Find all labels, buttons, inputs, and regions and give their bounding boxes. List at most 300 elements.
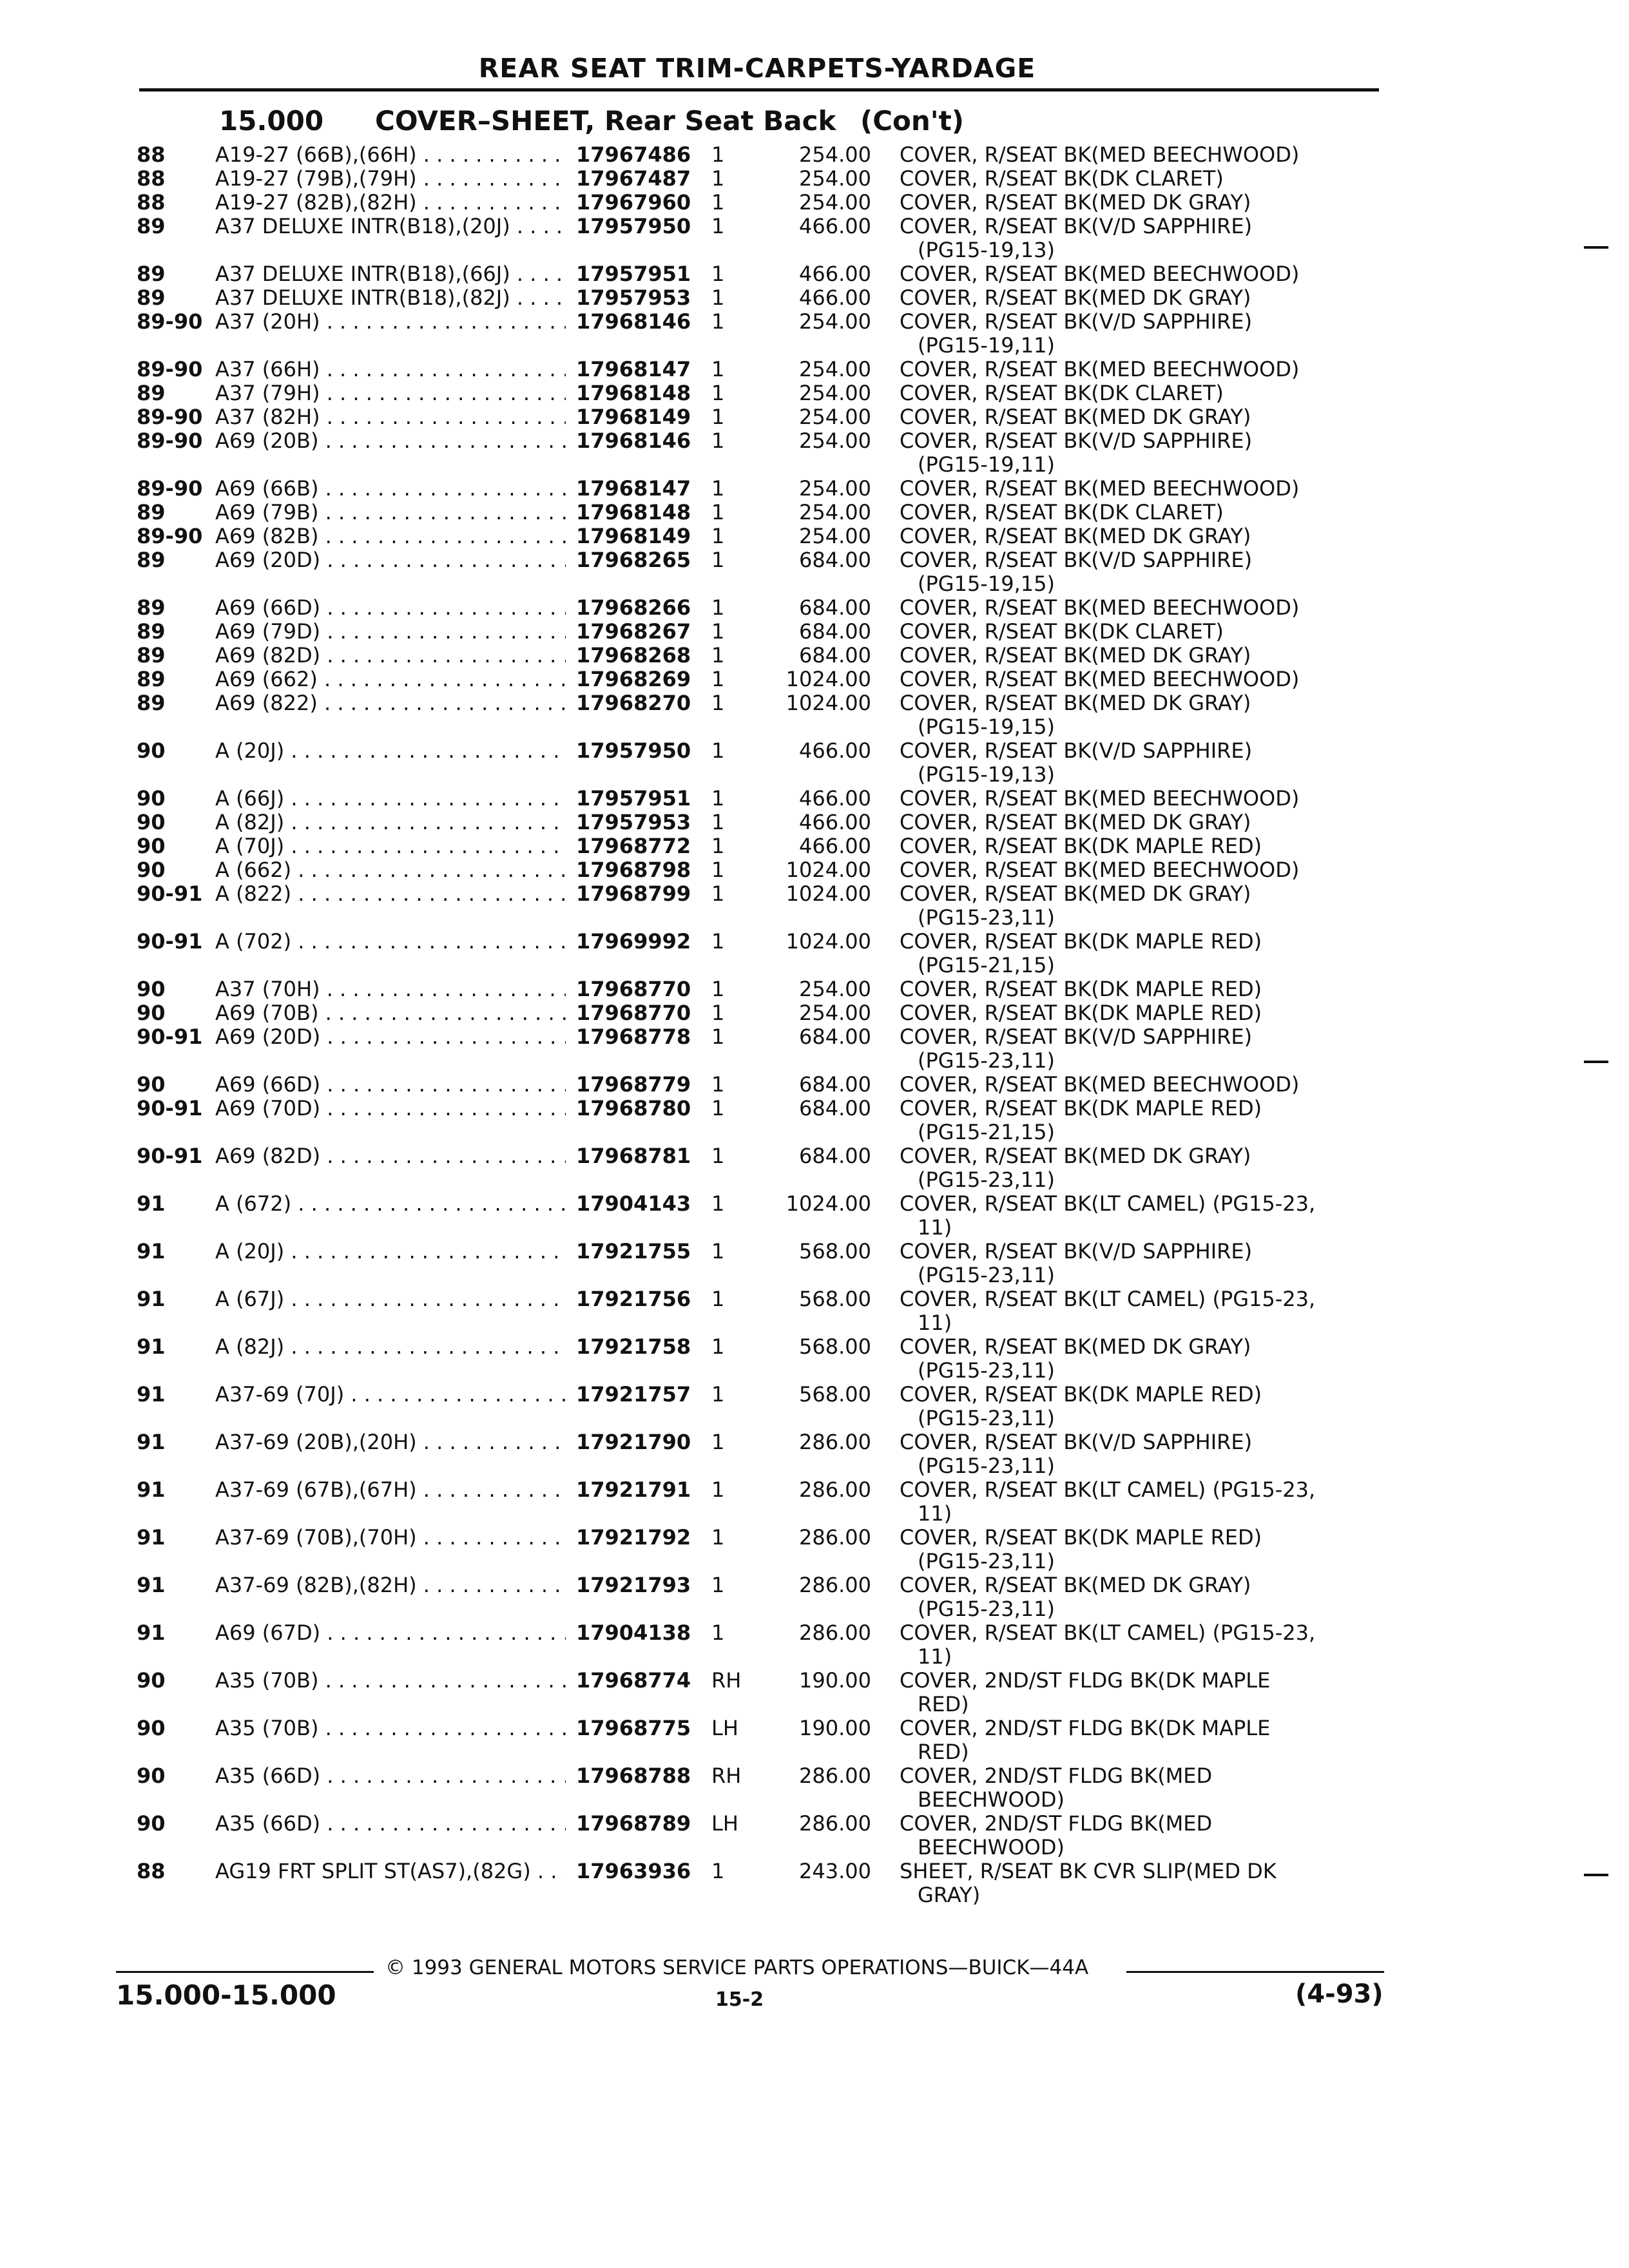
quantity: 1	[711, 166, 725, 191]
model-code: A69 (20D) . . .	[215, 1025, 566, 1049]
description	[900, 1812, 1376, 1860]
quantity: LH	[711, 1811, 738, 1836]
description-line: COVER, R/SEAT BK(MED BEECHWOOD)	[900, 668, 1300, 691]
table-row	[0, 358, 1629, 381]
price: 466.00	[799, 738, 871, 763]
table-row	[0, 620, 1629, 644]
part-number: 17968146	[572, 429, 691, 453]
quantity: 1	[711, 1620, 725, 1645]
description	[900, 215, 1376, 262]
quantity: 1	[711, 142, 725, 167]
table-row	[0, 405, 1629, 429]
table-row	[0, 310, 1629, 358]
description-line: COVER, R/SEAT BK(MED BEECHWOOD)	[900, 787, 1300, 811]
description-line: COVER, R/SEAT BK(V/D SAPPHIRE)	[900, 548, 1253, 572]
description	[900, 1001, 1376, 1025]
table-row	[0, 1430, 1629, 1478]
description-line: COVER, R/SEAT BK(MED BEECHWOOD)	[900, 143, 1300, 167]
figure-number: 90-91	[137, 929, 203, 954]
model-code: A19-27 (82B),(82H) . . .	[215, 191, 566, 215]
figure-number: 90-91	[137, 1024, 203, 1049]
figure-number: 89	[137, 262, 166, 286]
model-code: A (82J) . . .	[215, 811, 566, 834]
description-continuation: (PG15-23,11)	[918, 1407, 1055, 1430]
price: 254.00	[799, 405, 871, 429]
price: 684.00	[799, 1024, 871, 1049]
quantity: 1	[711, 1096, 725, 1120]
description	[900, 1573, 1376, 1621]
price: 568.00	[799, 1334, 871, 1359]
quantity: 1	[711, 1334, 725, 1359]
figure-number: 89	[137, 691, 166, 715]
page-number: 15-2	[715, 1988, 764, 2011]
description-line: COVER, R/SEAT BK(MED BEECHWOOD)	[900, 358, 1300, 381]
model-code: A37 DELUXE INTR(B18),(82J) . . .	[215, 286, 566, 310]
description	[900, 286, 1376, 310]
figure-number: 89-90	[137, 524, 203, 548]
table-row	[0, 477, 1629, 501]
figure-number: 88	[137, 142, 166, 167]
price: 254.00	[799, 476, 871, 501]
part-number: 17968778	[572, 1025, 691, 1049]
description-continuation: (PG15-23,11)	[918, 1454, 1055, 1478]
quantity: 1	[711, 548, 725, 572]
figure-number: 90	[137, 858, 166, 882]
edge-tick-mark	[1584, 1874, 1608, 1876]
quantity: RH	[711, 1763, 742, 1788]
figure-number: 91	[137, 1477, 166, 1502]
description-continuation: (PG15-23,11)	[918, 1264, 1055, 1287]
part-number: 17921758	[572, 1335, 691, 1359]
quantity: 1	[711, 834, 725, 858]
model-code: A69 (66D) . . .	[215, 596, 566, 620]
description	[900, 477, 1376, 501]
price: 1024.00	[786, 929, 871, 954]
description-line: COVER, R/SEAT BK(MED DK GRAY)	[900, 644, 1251, 668]
price: 684.00	[799, 643, 871, 668]
figure-number: 89	[137, 214, 166, 238]
section-number: 15.000	[219, 105, 324, 137]
quantity: 1	[711, 1072, 725, 1097]
description-continuation: BEECHWOOD)	[918, 1836, 1065, 1860]
quantity: 1	[711, 1525, 725, 1550]
table-row	[0, 167, 1629, 191]
table-row	[0, 286, 1629, 310]
part-number: 17921792	[572, 1526, 691, 1550]
quantity: 1	[711, 1001, 725, 1025]
model-code: A (662) . . .	[215, 858, 566, 882]
description-line: COVER, R/SEAT BK(DK MAPLE RED)	[900, 1383, 1262, 1407]
model-code: A37-69 (20B),(20H) . . .	[215, 1430, 566, 1454]
figure-number: 89-90	[137, 405, 203, 429]
part-number: 17968788	[572, 1764, 691, 1788]
description	[900, 1240, 1376, 1287]
model-code: A (672) . . .	[215, 1192, 566, 1216]
figure-number: 89	[137, 667, 166, 691]
quantity: 1	[711, 1191, 725, 1216]
model-code: A69 (662) . . .	[215, 668, 566, 691]
quantity: 1	[711, 1573, 725, 1597]
quantity: 1	[711, 929, 725, 954]
quantity: 1	[711, 1859, 725, 1883]
description-line: COVER, R/SEAT BK(V/D SAPPHIRE)	[900, 1025, 1253, 1049]
description-line: COVER, R/SEAT BK(DK CLARET)	[900, 381, 1224, 405]
price: 568.00	[799, 1382, 871, 1407]
description-line: COVER, R/SEAT BK(MED BEECHWOOD)	[900, 262, 1300, 286]
description-line: COVER, R/SEAT BK(LT CAMEL) (PG15-23,	[900, 1478, 1316, 1502]
model-code: A19-27 (79B),(79H) . . .	[215, 167, 566, 191]
figure-number: 90-91	[137, 1096, 203, 1120]
part-number: 17968148	[572, 501, 691, 524]
model-code: A35 (66D) . . .	[215, 1812, 566, 1836]
table-row	[0, 1335, 1629, 1383]
price: 1024.00	[786, 881, 871, 906]
quantity: 1	[711, 262, 725, 286]
quantity: 1	[711, 1430, 725, 1454]
section-continued: (Con't)	[860, 105, 964, 137]
description	[900, 429, 1376, 477]
price: 1024.00	[786, 691, 871, 715]
figure-number: 91	[137, 1334, 166, 1359]
description-line: COVER, R/SEAT BK(DK CLARET)	[900, 167, 1224, 191]
table-row	[0, 882, 1629, 930]
price: 684.00	[799, 1072, 871, 1097]
table-row	[0, 644, 1629, 668]
price: 254.00	[799, 500, 871, 524]
description	[900, 1025, 1376, 1073]
description	[900, 858, 1376, 882]
parts-list	[0, 143, 1629, 1907]
model-code: A69 (79B) . . .	[215, 501, 566, 524]
part-number: 17968149	[572, 405, 691, 429]
part-number: 17968147	[572, 358, 691, 381]
table-row	[0, 1383, 1629, 1430]
figure-number: 89	[137, 548, 166, 572]
price: 1024.00	[786, 858, 871, 882]
model-code: A37-69 (67B),(67H) . . .	[215, 1478, 566, 1502]
table-row	[0, 429, 1629, 477]
price: 243.00	[799, 1859, 871, 1883]
model-code: A69 (70D) . . .	[215, 1097, 566, 1120]
date-code: (4-93)	[1295, 1979, 1383, 2009]
description-line: COVER, R/SEAT BK(MED DK GRAY)	[900, 286, 1251, 310]
part-number: 17968147	[572, 477, 691, 501]
quantity: 1	[711, 309, 725, 334]
description	[900, 596, 1376, 620]
figure-number: 89-90	[137, 476, 203, 501]
description	[900, 1287, 1376, 1335]
quantity: 1	[711, 285, 725, 310]
model-code: A69 (82B) . . .	[215, 524, 566, 548]
table-row	[0, 1025, 1629, 1073]
quantity: 1	[711, 738, 725, 763]
description	[900, 1669, 1376, 1716]
part-number: 17968770	[572, 977, 691, 1001]
description-continuation: (PG15-23,11)	[918, 1550, 1055, 1573]
description-continuation: BEECHWOOD)	[918, 1788, 1065, 1812]
description	[900, 191, 1376, 215]
quantity: 1	[711, 500, 725, 524]
figure-number: 90	[137, 810, 166, 834]
price: 466.00	[799, 786, 871, 811]
table-row	[0, 1478, 1629, 1526]
description-continuation: 11)	[918, 1311, 952, 1335]
quantity: 1	[711, 977, 725, 1001]
price: 684.00	[799, 595, 871, 620]
description-continuation: RED)	[918, 1740, 969, 1764]
table-row	[0, 930, 1629, 977]
description-continuation: (PG15-23,11)	[918, 906, 1055, 930]
copyright-notice: © 1993 GENERAL MOTORS SERVICE PARTS OPERATIONS—BUICK—44A	[385, 1956, 1089, 1979]
table-row	[0, 1669, 1629, 1716]
table-row	[0, 1716, 1629, 1764]
quantity: 1	[711, 881, 725, 906]
description-line: COVER, R/SEAT BK(MED BEECHWOOD)	[900, 1073, 1300, 1097]
part-number: 17969992	[572, 930, 691, 954]
price: 254.00	[799, 357, 871, 381]
description-line: COVER, R/SEAT BK(V/D SAPPHIRE)	[900, 739, 1253, 763]
description	[900, 1764, 1376, 1812]
figure-number: 90	[137, 1763, 166, 1788]
price: 286.00	[799, 1525, 871, 1550]
edge-tick-mark	[1584, 1061, 1608, 1063]
figure-number: 90	[137, 786, 166, 811]
table-row	[0, 548, 1629, 596]
description-continuation: (PG15-23,11)	[918, 1168, 1055, 1192]
description-line: COVER, R/SEAT BK(MED DK GRAY)	[900, 405, 1251, 429]
quantity: 1	[711, 643, 725, 668]
model-code: A37-69 (70J) . . .	[215, 1383, 566, 1407]
table-row	[0, 1573, 1629, 1621]
figure-number: 90-91	[137, 1144, 203, 1168]
figure-number: 89	[137, 595, 166, 620]
part-number: 17968267	[572, 620, 691, 644]
footer-rule-left	[116, 1971, 374, 1973]
model-code: A (20J) . . .	[215, 1240, 566, 1264]
description	[900, 1144, 1376, 1192]
part-number: 17968789	[572, 1812, 691, 1836]
part-number: 17967487	[572, 167, 691, 191]
part-number: 17957951	[572, 787, 691, 811]
model-code: A35 (66D) . . .	[215, 1764, 566, 1788]
figure-number: 88	[137, 190, 166, 215]
part-number: 17968775	[572, 1716, 691, 1740]
part-number: 17921756	[572, 1287, 691, 1311]
quantity: 1	[711, 1239, 725, 1264]
description-line: COVER, R/SEAT BK(LT CAMEL) (PG15-23,	[900, 1621, 1316, 1645]
figure-number: 90	[137, 834, 166, 858]
price: 684.00	[799, 1096, 871, 1120]
model-code: A35 (70B) . . .	[215, 1669, 566, 1693]
description-continuation: (PG15-23,11)	[918, 1359, 1055, 1383]
part-number: 17921755	[572, 1240, 691, 1264]
description-continuation: (PG15-19,13)	[918, 238, 1055, 262]
part-number: 17921790	[572, 1430, 691, 1454]
model-code: A37 (79H) . . .	[215, 381, 566, 405]
price: 190.00	[799, 1716, 871, 1740]
description-line: COVER, R/SEAT BK(MED DK GRAY)	[900, 691, 1251, 715]
table-row	[0, 262, 1629, 286]
table-row	[0, 596, 1629, 620]
table-row	[0, 1073, 1629, 1097]
description	[900, 1383, 1376, 1430]
figure-number: 88	[137, 1859, 166, 1883]
description	[900, 524, 1376, 548]
description-line: COVER, R/SEAT BK(V/D SAPPHIRE)	[900, 1430, 1253, 1454]
model-code: A69 (66D) . . .	[215, 1073, 566, 1097]
model-code: A (822) . . .	[215, 882, 566, 906]
quantity: 1	[711, 619, 725, 644]
model-code: A (66J) . . .	[215, 787, 566, 811]
price: 286.00	[799, 1430, 871, 1454]
part-number: 17957953	[572, 811, 691, 834]
price: 684.00	[799, 1144, 871, 1168]
figure-number: 88	[137, 166, 166, 191]
description	[900, 167, 1376, 191]
quantity: 1	[711, 190, 725, 215]
price: 254.00	[799, 190, 871, 215]
description-line: COVER, R/SEAT BK(DK MAPLE RED)	[900, 930, 1262, 954]
price: 568.00	[799, 1287, 871, 1311]
description-continuation: (PG15-21,15)	[918, 954, 1055, 977]
description-line: COVER, R/SEAT BK(DK MAPLE RED)	[900, 834, 1262, 858]
table-row	[0, 1240, 1629, 1287]
table-row	[0, 215, 1629, 262]
description-continuation: 11)	[918, 1502, 952, 1526]
description	[900, 930, 1376, 977]
price: 466.00	[799, 810, 871, 834]
figure-number: 90	[137, 1072, 166, 1097]
description	[900, 1097, 1376, 1144]
table-row	[0, 1097, 1629, 1144]
part-number: 17957953	[572, 286, 691, 310]
description-line: COVER, R/SEAT BK(LT CAMEL) (PG15-23,	[900, 1287, 1316, 1311]
figure-number: 89	[137, 285, 166, 310]
model-code: A (67J) . . .	[215, 1287, 566, 1311]
quantity: 1	[711, 691, 725, 715]
quantity: 1	[711, 405, 725, 429]
model-code: A (702) . . .	[215, 930, 566, 954]
price: 286.00	[799, 1763, 871, 1788]
part-number: 17921757	[572, 1383, 691, 1407]
model-code: A37 (70H) . . .	[215, 977, 566, 1001]
description-line: COVER, R/SEAT BK(V/D SAPPHIRE)	[900, 1240, 1253, 1264]
description-line: COVER, 2ND/ST FLDG BK(DK MAPLE	[900, 1669, 1271, 1693]
description-line: COVER, 2ND/ST FLDG BK(MED	[900, 1812, 1213, 1836]
part-number: 17968770	[572, 1001, 691, 1025]
description-continuation: 11)	[918, 1645, 952, 1669]
part-number: 17968781	[572, 1144, 691, 1168]
model-code: A (82J) . . .	[215, 1335, 566, 1359]
price: 286.00	[799, 1573, 871, 1597]
description-continuation: GRAY)	[918, 1883, 981, 1907]
part-number: 17957951	[572, 262, 691, 286]
part-number: 17968266	[572, 596, 691, 620]
figure-number: 89	[137, 643, 166, 668]
model-code: A37-69 (82B),(82H) . . .	[215, 1573, 566, 1597]
quantity: 1	[711, 595, 725, 620]
table-row	[0, 1287, 1629, 1335]
description-line: COVER, R/SEAT BK(MED DK GRAY)	[900, 811, 1251, 834]
description	[900, 358, 1376, 381]
description-continuation: (PG15-19,15)	[918, 572, 1055, 596]
header-rule	[139, 88, 1379, 91]
figure-number: 90	[137, 1811, 166, 1836]
part-number: 17921793	[572, 1573, 691, 1597]
quantity: 1	[711, 858, 725, 882]
table-row	[0, 1144, 1629, 1192]
table-row	[0, 1621, 1629, 1669]
model-code: A37 DELUXE INTR(B18),(66J) . . .	[215, 262, 566, 286]
part-number: 17963936	[572, 1860, 691, 1883]
description-line: COVER, R/SEAT BK(LT CAMEL) (PG15-23,	[900, 1192, 1316, 1216]
price: 254.00	[799, 381, 871, 405]
part-number: 17968780	[572, 1097, 691, 1120]
model-code: A69 (20D) . . .	[215, 548, 566, 572]
price: 254.00	[799, 142, 871, 167]
description-continuation: (PG15-23,11)	[918, 1049, 1055, 1073]
part-number: 17968265	[572, 548, 691, 572]
price: 1024.00	[786, 1191, 871, 1216]
figure-number: 91	[137, 1382, 166, 1407]
description	[900, 262, 1376, 286]
description-line: COVER, R/SEAT BK(V/D SAPPHIRE)	[900, 215, 1253, 238]
description-line: COVER, 2ND/ST FLDG BK(DK MAPLE	[900, 1716, 1271, 1740]
quantity: 1	[711, 428, 725, 453]
table-row	[0, 858, 1629, 882]
figure-number: 90-91	[137, 881, 203, 906]
description	[900, 1335, 1376, 1383]
table-row	[0, 739, 1629, 787]
footer-rule-right	[1126, 1971, 1384, 1973]
description	[900, 1192, 1376, 1240]
quantity: 1	[711, 524, 725, 548]
figure-number: 91	[137, 1239, 166, 1264]
part-number: 17968799	[572, 882, 691, 906]
model-code: A37 (66H) . . .	[215, 358, 566, 381]
price: 466.00	[799, 834, 871, 858]
part-number: 17904143	[572, 1192, 691, 1216]
description-continuation: (PG15-19,11)	[918, 453, 1055, 477]
description-line: COVER, R/SEAT BK(MED DK GRAY)	[900, 524, 1251, 548]
part-number: 17957950	[572, 215, 691, 238]
quantity: RH	[711, 1668, 742, 1693]
price: 466.00	[799, 214, 871, 238]
quantity: 1	[711, 810, 725, 834]
table-row	[0, 834, 1629, 858]
figure-number: 90	[137, 1668, 166, 1693]
description-line: COVER, R/SEAT BK(V/D SAPPHIRE)	[900, 310, 1253, 334]
quantity: 1	[711, 1477, 725, 1502]
description	[900, 977, 1376, 1001]
figure-number: 91	[137, 1525, 166, 1550]
figure-number: 91	[137, 1430, 166, 1454]
table-row	[0, 501, 1629, 524]
price: 466.00	[799, 285, 871, 310]
model-code: A37-69 (70B),(70H) . . .	[215, 1526, 566, 1550]
model-code: A69 (66B) . . .	[215, 477, 566, 501]
figure-number: 90	[137, 977, 166, 1001]
table-row	[0, 811, 1629, 834]
description-line: SHEET, R/SEAT BK CVR SLIP(MED DK	[900, 1860, 1277, 1883]
model-code: A69 (79D) . . .	[215, 620, 566, 644]
price: 254.00	[799, 166, 871, 191]
table-row	[0, 191, 1629, 215]
price: 1024.00	[786, 667, 871, 691]
description	[900, 381, 1376, 405]
figure-number: 91	[137, 1287, 166, 1311]
description-line: COVER, R/SEAT BK(MED DK GRAY)	[900, 1144, 1251, 1168]
